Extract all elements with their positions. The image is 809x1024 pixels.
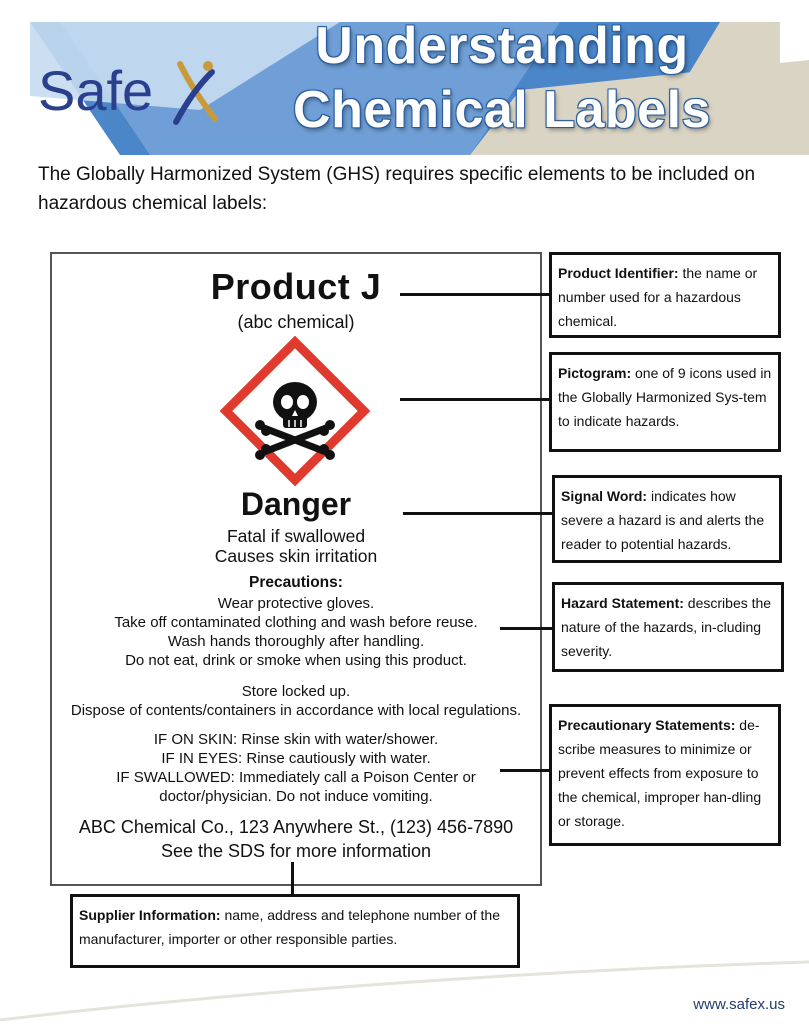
safex-logo (30, 44, 230, 134)
precaution-line: IF SWALLOWED: Immediately call a Poison Center or (116, 769, 476, 786)
callout-term: Signal Word: (561, 488, 648, 504)
svg-text:Safe: Safe (38, 59, 154, 122)
connector-line (500, 627, 553, 630)
page-title-line-1: Understanding (315, 17, 689, 75)
callout-term: Supplier Information: (79, 907, 221, 923)
callout-text: name, address and telephone number of the manufacturer, importer or other responsible parties. (79, 907, 500, 947)
callout-hazard-statement (552, 582, 784, 672)
connector-line (400, 293, 550, 296)
connector-line (403, 512, 553, 515)
connector-line (291, 862, 294, 895)
product-subtitle: (abc chemical) (237, 312, 355, 332)
precaution-line: doctor/physician. Do not induce vomiting. (159, 788, 433, 805)
precaution-line: IF ON SKIN: Rinse skin with water/shower. (153, 731, 439, 748)
logo-x-mark-icon (176, 61, 215, 122)
callout-pictogram (549, 352, 781, 452)
callout-signal-word (552, 475, 782, 563)
page-title-line-2: Chemical Labels (293, 81, 711, 139)
precaution-line: Wash hands thoroughly after handling. (167, 633, 425, 650)
callout-term: Pictogram: (558, 365, 632, 381)
sample-chemical-label (50, 252, 542, 886)
skull-and-crossbones-icon (220, 336, 370, 486)
precaution-line: IF IN EYES: Rinse cautiously with water. (161, 750, 431, 767)
connector-line (400, 398, 550, 401)
callout-term: Precautionary Statements: (558, 717, 736, 733)
connector-line (500, 769, 550, 772)
callout-product-identifier (549, 252, 781, 338)
precaution-line: Wear protective gloves. (217, 595, 375, 612)
sds-reference-line: See the SDS for more information (160, 841, 432, 861)
precaution-line: Take off contaminated clothing and wash before reuse. (114, 614, 478, 631)
callout-term: Product Identifier: (558, 265, 679, 281)
callout-text: the name or number used for a hazardous chemical. (558, 265, 758, 329)
intro-paragraph: The Globally Harmonized System (GHS) requires specific elements to be included on hazardous chemical labels: (38, 164, 756, 214)
precaution-line: Do not eat, drink or smoke when using this product. (125, 652, 467, 669)
precaution-line: Store locked up. (241, 683, 351, 700)
callout-term: Hazard Statement: (561, 595, 684, 611)
supplier-line: ABC Chemical Co., 123 Anywhere St., (123) 456-7890 (78, 817, 514, 837)
callout-text: one of 9 icons used in the Globally Harmonized Sys-tem to indicate hazards. (558, 365, 772, 429)
callout-text: describes the nature of the hazards, in-cluding severity. (561, 595, 772, 659)
footer-swoosh (0, 950, 809, 1024)
callout-text: indicates how severe a hazard is and alerts the reader to potential hazards. (561, 488, 765, 552)
footer-website-link[interactable]: www.safex.us (693, 996, 785, 1013)
precaution-line: Dispose of contents/containers in accordance with local regulations. (70, 702, 522, 719)
precautions-heading: Precautions: (249, 574, 343, 591)
callout-text: de-scribe measures to minimize or prevent effects from exposure to the chemical, improper han-dling or storage. (558, 717, 762, 829)
hazard-statement: Fatal if swallowed (226, 526, 366, 546)
hazard-statement: Causes skin irritation (214, 546, 378, 566)
callout-precautionary-statements (549, 704, 781, 846)
signal-word: Danger (240, 486, 352, 522)
product-name: Product J (210, 266, 382, 307)
